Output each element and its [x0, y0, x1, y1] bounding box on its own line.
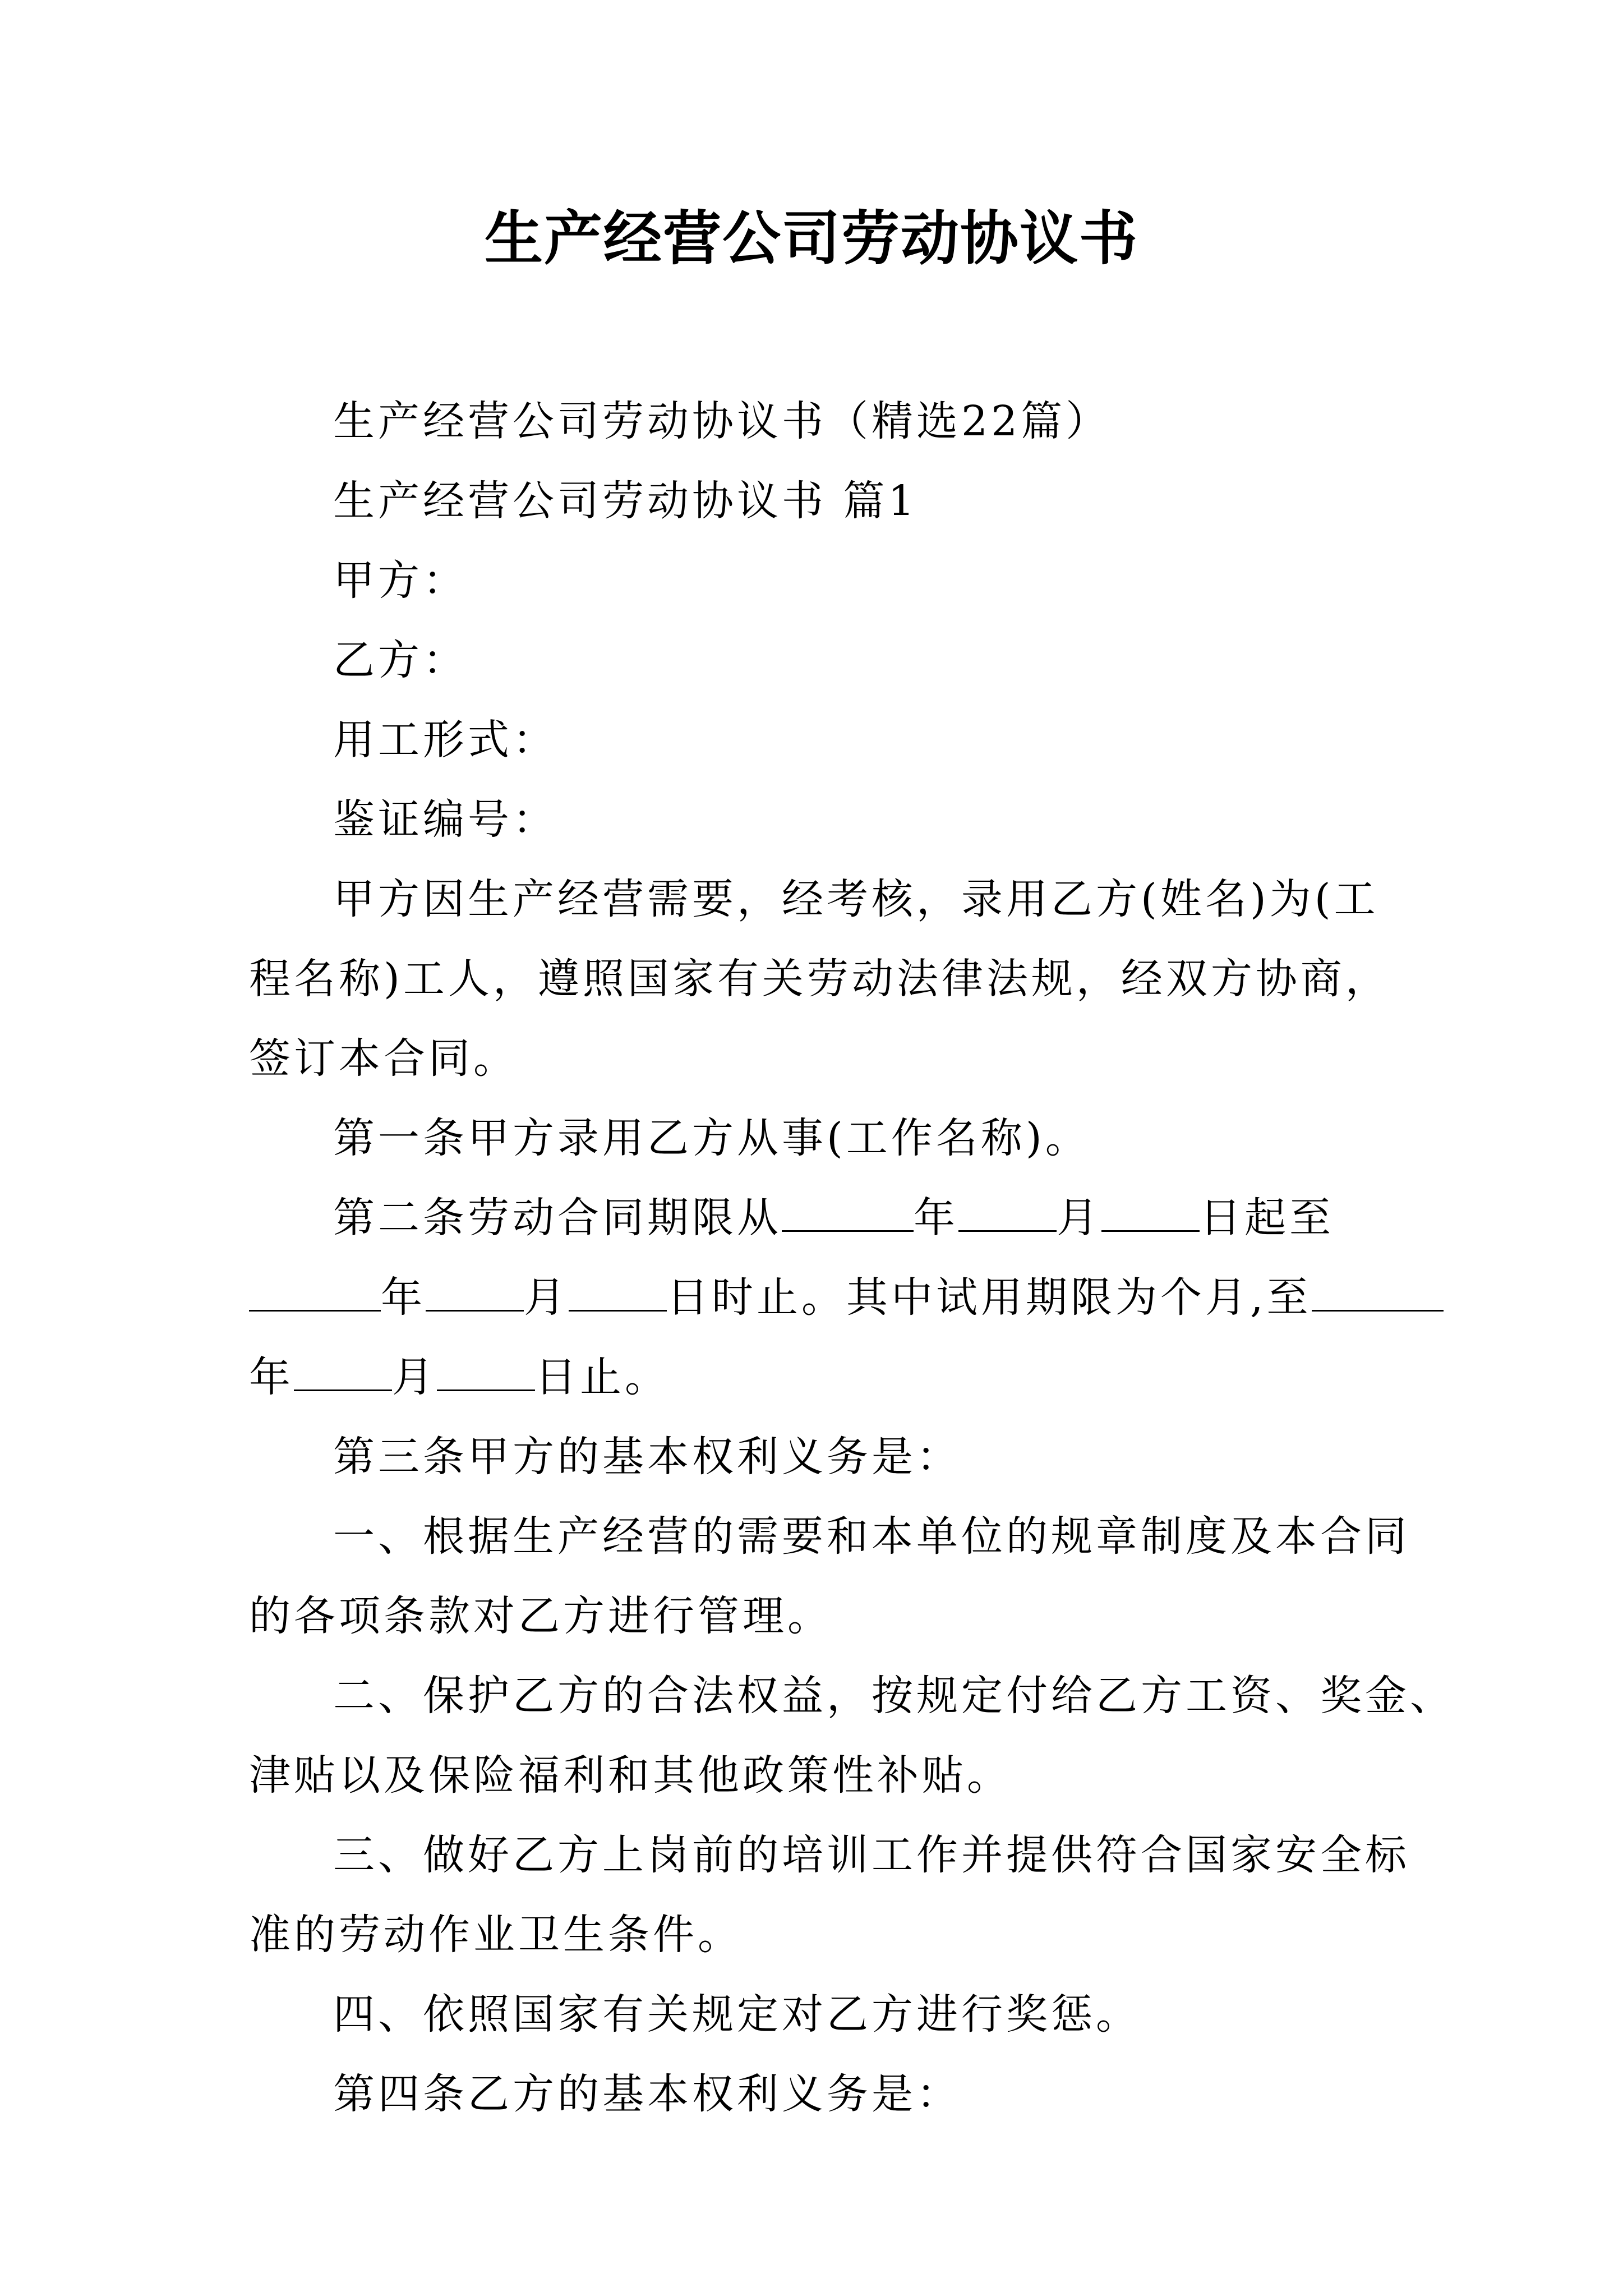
item-1-line: 的各项条款对乙方进行管理。 [249, 1592, 832, 1640]
employment-form-label: 用工形式： [333, 716, 557, 764]
month-label: 月 [1057, 1194, 1101, 1242]
end-label: 日止。 [535, 1353, 670, 1401]
item-4: 四、依照国家有关规定对乙方进行奖惩。 [333, 1990, 1141, 2039]
document-subtitle: 生产经营公司劳动协议书（精选22篇） [333, 397, 1111, 445]
day-blank [1101, 1195, 1200, 1232]
item-2-line: 津贴以及保险福利和其他政策性补贴。 [249, 1751, 1012, 1800]
month-blank [426, 1275, 524, 1312]
part-title: 生产经营公司劳动协议书 篇1 [333, 477, 918, 525]
party-a-label: 甲方： [333, 556, 468, 605]
intro-paragraph-line: 甲方因生产经营需要，经考核，录用乙方(姓名)为(工 [333, 875, 1379, 923]
article-2-line [249, 1337, 1387, 1417]
article-2-line [249, 1258, 1387, 1337]
item-2-line: 二、保护乙方的合法权益，按规定付给乙方工资、奖金、 [333, 1672, 1455, 1720]
month-label: 月 [392, 1353, 437, 1401]
article-2-text: 第二条劳动合同期限从 [333, 1194, 782, 1242]
year-blank [782, 1195, 914, 1232]
item-3-line: 三、做好乙方上岗前的培训工作并提供符合国家安全标 [333, 1831, 1410, 1879]
party-b-label: 乙方： [333, 636, 468, 684]
intro-paragraph-line: 程名称)工人，遵照国家有关劳动法律法规，经双方协商， [249, 955, 1390, 1003]
item-1-line: 一、根据生产经营的需要和本单位的规章制度及本合同 [333, 1512, 1410, 1561]
article-1: 第一条甲方录用乙方从事(工作名称)。 [333, 1114, 1090, 1162]
document-title: 生产经营公司劳动协议书 [484, 204, 1138, 273]
year-blank [249, 1275, 381, 1312]
year-blank [1312, 1275, 1444, 1312]
day-blank [437, 1355, 535, 1391]
month-blank [294, 1355, 392, 1391]
intro-paragraph-line: 签订本合同。 [249, 1034, 518, 1083]
month-blank [958, 1195, 1057, 1232]
article-3: 第三条甲方的基本权利义务是： [333, 1433, 961, 1481]
year-label: 年 [914, 1194, 958, 1242]
year-label: 年 [381, 1273, 426, 1322]
article-4: 第四条乙方的基本权利义务是： [333, 2070, 961, 2118]
article-2-line [249, 1178, 1387, 1258]
year-label: 年 [249, 1353, 294, 1401]
article-2-text: 日时止。其中试用期限为个月,至 [667, 1273, 1312, 1322]
month-label: 月 [524, 1273, 569, 1322]
day-blank [569, 1275, 667, 1312]
cert-number-label: 鉴证编号： [333, 795, 557, 844]
item-3-line: 准的劳动作业卫生条件。 [249, 1911, 743, 1959]
day-from-label: 日起至 [1200, 1194, 1334, 1242]
